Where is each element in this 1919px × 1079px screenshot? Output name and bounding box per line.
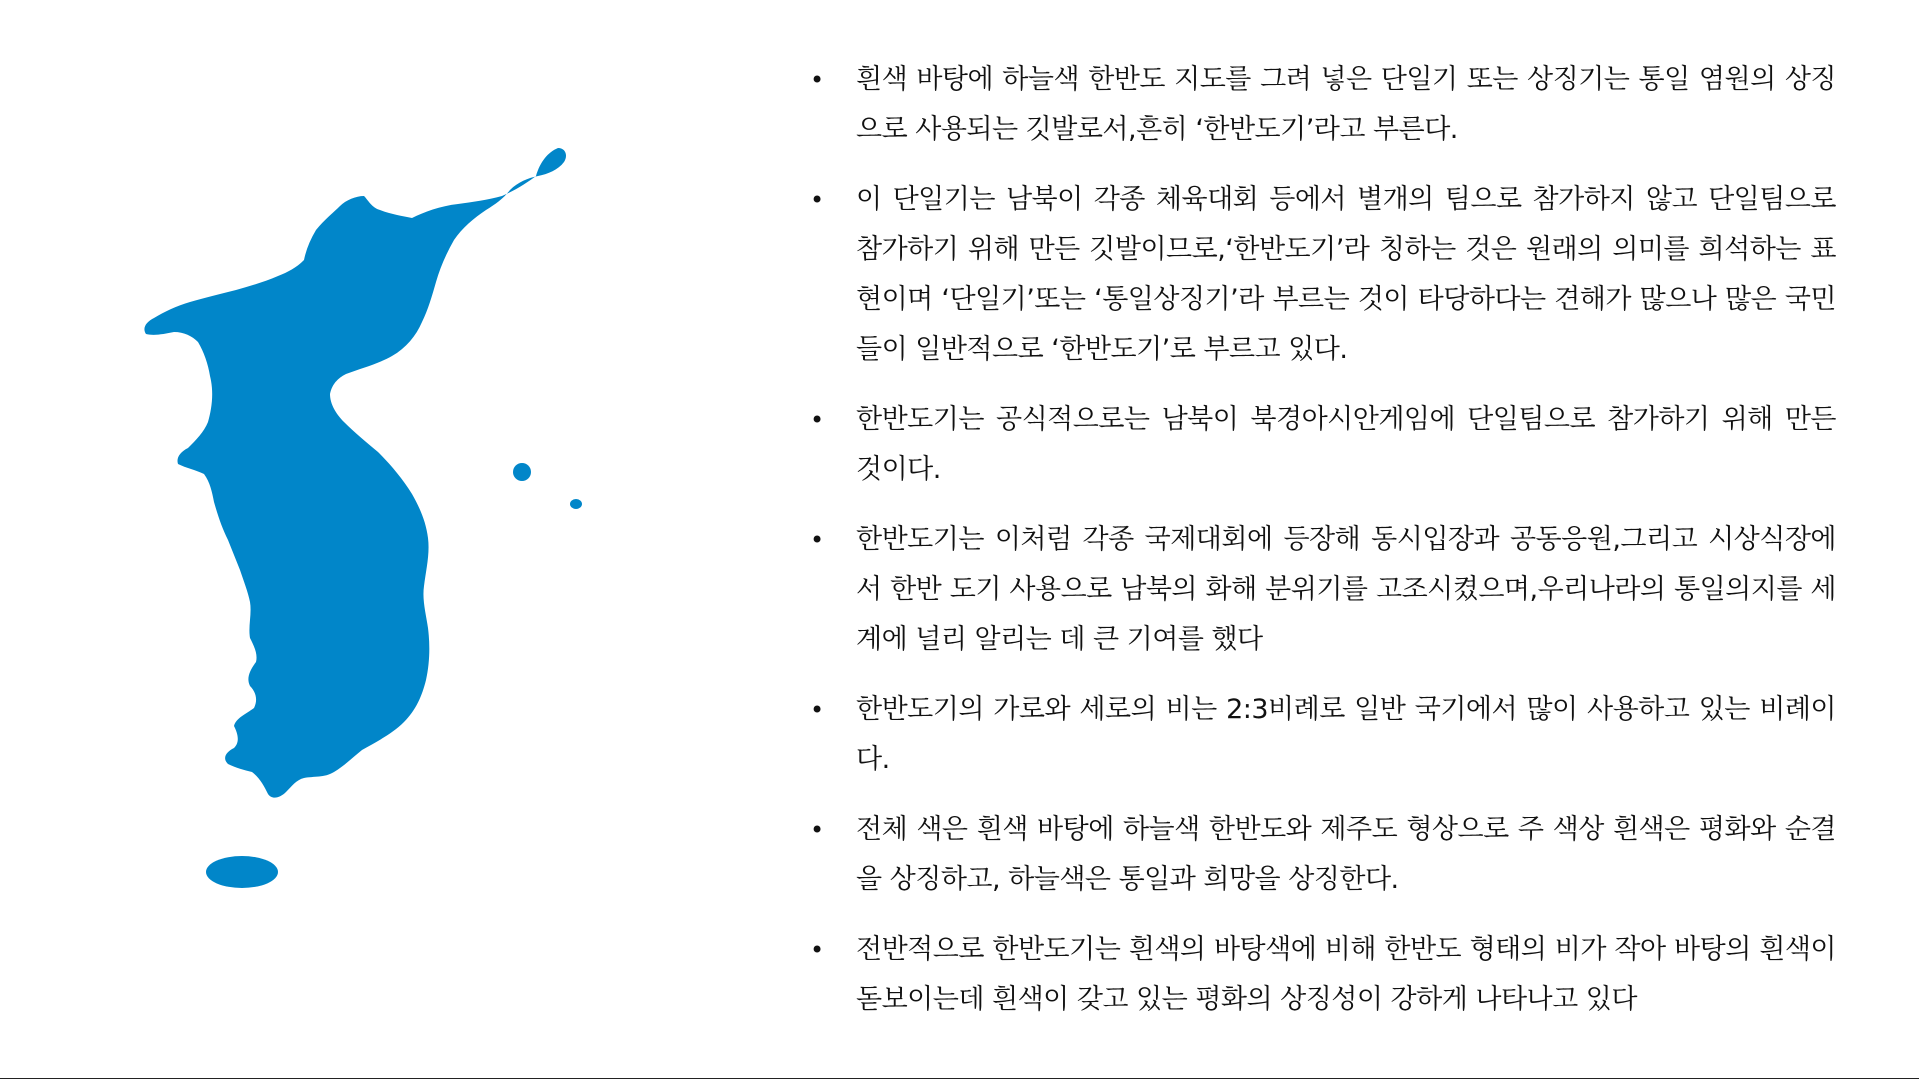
description-panel [806, 55, 1836, 1045]
bullet-dot-icon: • [810, 816, 824, 844]
bullet-dot-icon: • [810, 526, 824, 554]
bullet-dot-icon: • [810, 406, 824, 434]
bullet-item [806, 805, 1836, 905]
bullet-item [806, 175, 1836, 375]
jeju-island-shape [206, 856, 278, 888]
bullet-dot-icon: • [810, 696, 824, 724]
bullet-item [806, 925, 1836, 1025]
bullet-list [806, 55, 1836, 1025]
bullet-text: 한반도기의 가로와 세로의 비는 2:3비례로 일반 국기에서 많이 사용하고 있는 비례이다. [856, 694, 1836, 775]
dokdo-island-shape [570, 499, 582, 509]
bullet-text: 한반도기는 이처럼 각종 국제대회에 등장해 동시입장과 공동응원,그리고 시상식장에서 한반 도기 사용으로 남북의 화해 분위기를 고조시켰으며,우리나라의 통일의지를 세계에 널리 알리는 데 큰 기여를 했다 [856, 524, 1836, 655]
bullet-dot-icon: • [810, 936, 824, 964]
bullet-text: 전체 색은 흰색 바탕에 하늘색 한반도와 제주도 형상으로 주 색상 흰색은 평화와 순결을 상징하고, 하늘색은 통일과 희망을 상징한다. [856, 814, 1836, 895]
korean-peninsula-map [140, 130, 720, 970]
bullet-dot-icon: • [810, 186, 824, 214]
bullet-text: 흰색 바탕에 하늘색 한반도 지도를 그려 넣은 단일기 또는 상징기는 통일 염원의 상징으로 사용되는 깃발로서,흔히 ‘한반도기’라고 부른다. [856, 64, 1836, 145]
bullet-item [806, 515, 1836, 665]
ulleungdo-island-shape [513, 463, 531, 481]
bullet-text: 이 단일기는 남북이 각종 체육대회 등에서 별개의 팀으로 참가하지 않고 단일팀으로 참가하기 위해 만든 깃발이므로,‘한반도기’라 칭하는 것은 원래의 의미를 희석하는 표현이며 ‘단일기’또는 ‘통일상징기’라 부르는 것이 타당하다는 견해가 많으나 많은 국민들이 일반적으로 ‘한반도기’로 부르고 있다. [856, 184, 1836, 365]
bullet-item [806, 685, 1836, 785]
peninsula-shape [144, 148, 566, 798]
bullet-item [806, 55, 1836, 155]
bullet-text: 전반적으로 한반도기는 흰색의 바탕색에 비해 한반도 형태의 비가 작아 바탕의 흰색이 돋보이는데 흰색이 갖고 있는 평화의 상징성이 강하게 나타나고 있다 [856, 934, 1836, 1015]
bullet-dot-icon: • [810, 66, 824, 94]
bullet-item [806, 395, 1836, 495]
bullet-text: 한반도기는 공식적으로는 남북이 북경아시안게임에 단일팀으로 참가하기 위해 만든 것이다. [856, 404, 1836, 485]
